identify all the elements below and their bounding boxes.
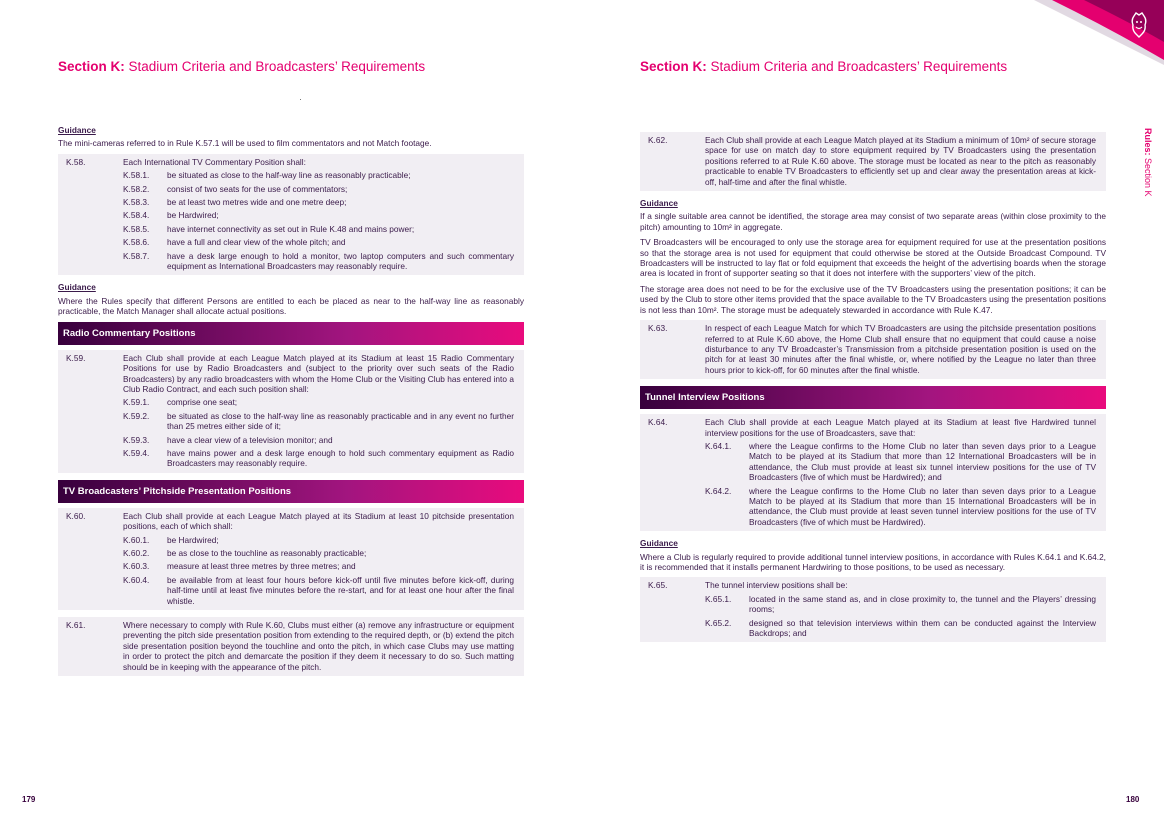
guidance-heading: Guidance bbox=[640, 538, 678, 549]
band-tv-pitchside: TV Broadcasters’ Pitchside Presentation Positions bbox=[58, 480, 524, 503]
guidance-heading: Guidance bbox=[58, 282, 96, 293]
guidance-text: The storage area does not need to be for the exclusive use of the TV Broadcasters using the presentation positions; it can be used by the Club to store other items provided that the space available to the TV Broadcasters using the presentation positions is not less than 10m². The storage must be adequately stewarded in accordance with Rule K.47. bbox=[640, 283, 1106, 315]
side-tab: Rules: Section K bbox=[1143, 128, 1153, 197]
rule-k60: K.60. Each Club shall provide at each League Match played at its Stadium at least 10 pitchside presentation positions, each of which shall: K.60.1. be Hardwired; K.60.2. be as close to the touchline as reasonably practicable; K.60.3. measure at least three metres by three metres; and K.60.4. be available from at least four hours before kick-off until five minutes before kick-off, during half-time until at least five minutes before the re-start, and for at least one hour after the final whistle. bbox=[58, 508, 524, 610]
guidance-text: If a single suitable area cannot be identified, the storage area may consist of two separate areas (within close proximity to the pitch) amounting to 10m² in aggregate. bbox=[640, 211, 1106, 232]
band-radio-commentary: Radio Commentary Positions bbox=[58, 322, 524, 345]
stray-dot bbox=[300, 99, 301, 100]
guidance-heading: Guidance bbox=[58, 125, 96, 135]
page-number: 179 bbox=[22, 795, 36, 804]
left-content bbox=[58, 125, 524, 683]
guidance-text: The mini-cameras referred to in Rule K.57.1 will be used to film commentators and not Match footage. bbox=[58, 138, 432, 149]
rule-k62: K.62. Each Club shall provide at each League Match played at its Stadium a minimum of 10m² of secure storage space for use on match day to store equipment required by TV Broadcasters using the presentation positions referred to at Rule K.60 above. The storage must be located as near to the pitch as reasonably practicable to enable TV Broadcasters to efficiently set up and clear away the presentation areas at kick-off, half-time and after the final whistle. bbox=[640, 132, 1106, 191]
lion-crest-icon bbox=[1128, 12, 1150, 38]
right-content bbox=[640, 132, 1106, 649]
right-page bbox=[582, 0, 1164, 825]
guidance-text: Where the Rules specify that different Persons are entitled to each be placed as near to the half-way line as reasonably practicable, the Match Manager shall allocate actual positions. bbox=[58, 295, 524, 317]
rule-k59: K.59. Each Club shall provide at each League Match played at its Stadium at least 15 Radio Commentary Positions for use by Radio Broadcasters and (subject to the priority over such seats of the Radio Broadcasters) by any radio broadcasters with whom the Home Club or the Visiting Club has entered into a Club Radio Contract, and each such position shall: K.59.1. comprise one seat; K.59.2. be situated as close to the half-way line as reasonably practicable and in any event no further than 25 metres either side of it; K.59.3. have a clear view of a television monitor; and K.59.4. have mains power and a desk large enough to hold such commentary equipment as Radio Broadcasters may reasonably require. bbox=[58, 350, 524, 473]
rule-k63: K.63. In respect of each League Match for which TV Broadcasters are using the pitchside presentation positions referred to at Rule K.60 above, the Home Club shall ensure that no equipment that could cause a noise disturbance to any TV Broadcaster’s Transmission from a pitchside presentation position is used on the pitch for at least 30 minutes after the final whistle, or, where notified by the League no later than three hours prior to kick-off, for 60 minutes after the final whistle. bbox=[640, 320, 1106, 379]
rule-k61: K.61. Where necessary to comply with Rule K.60, Clubs must either (a) remove any infrastructure or equipment preventing the pitch side presentation position from extending to the required depth, or (b) extend the pitch side presentation position beyond the touchline and onto the pitch, in which case Clubs may use matting in order to protect the pitch and demarcate the position if they deem it necessary to do so. Such matting should be in keeping with the appearance of the pitch. bbox=[58, 617, 524, 676]
rule-k58: K.58. Each International TV Commentary Position shall: K.58.1. be situated as close to the half-way line as reasonably practicable; K.58.2. consist of two seats for the use of commentators; K.58.3. be at least two metres wide and one metre deep; K.58.4. be Hardwired; K.58.5. have internet connectivity as set out in Rule K.48 and mains power; K.58.6. have a full and clear view of the whole pitch; and K.58.7. have a desk large enough to hold a monitor, two laptop computers and such commentary equipment as International Broadcasters may reasonably require. bbox=[58, 154, 524, 276]
section-title-left: Section K: Stadium Criteria and Broadcasters’ Requirements bbox=[58, 59, 426, 74]
guidance-text: Where a Club is regularly required to provide additional tunnel interview positions, in accordance with Rules K.64.1 and K.64.2, it is recommended that it installs permanent Hardwiring to those positions, to be used as necessary. bbox=[640, 551, 1106, 572]
band-tunnel-interview: Tunnel Interview Positions bbox=[640, 386, 1106, 409]
rule-k65: K.65. The tunnel interview positions shall be: K.65.1. located in the same stand as, and in close proximity to, the tunnel and the Players’ dressing rooms; K.65.2. designed so that television interviews within them can be conducted against the Interview Backdrops; and bbox=[640, 577, 1106, 642]
guidance-heading: Guidance bbox=[640, 198, 678, 209]
page-number: 180 bbox=[1126, 795, 1140, 804]
rule-k64: K.64. Each Club shall provide at each League Match played at its Stadium at least five Hardwired tunnel interview positions for the use of Broadcasters, save that: K.64.1. where the League confirms to the Home Club no later than seven days prior to a League Match to be played at its Stadium that more than 12 International Broadcasters will be in attendance, the Club must provide at least six tunnel interview positions for the use of TV Broadcasters (five of which must be Hardwired); and K.64.2. where the League confirms to the Home Club no later than seven days prior to a League Match to be played at its Stadium that more than 15 International Broadcasters will be in attendance, the Club must provide at least seven tunnel interview positions for the use of TV Broadcasters (five of which must be Hardwired). bbox=[640, 414, 1106, 531]
guidance-text: TV Broadcasters will be encouraged to only use the storage area for equipment required for use at the presentation positions so that the storage area is not used for equipment that could otherwise be stored at the Outside Broadcast Compound. TV Broadcasters will be instructed to lay flat or fold equipment that exceeds the height of the advertising boards when the storage area is located in front of supporter seating so that it does not interfere with the supporters’ view of the pitch. bbox=[640, 237, 1106, 279]
section-title-right: Section K: Stadium Criteria and Broadcasters’ Requirements bbox=[640, 59, 1008, 74]
